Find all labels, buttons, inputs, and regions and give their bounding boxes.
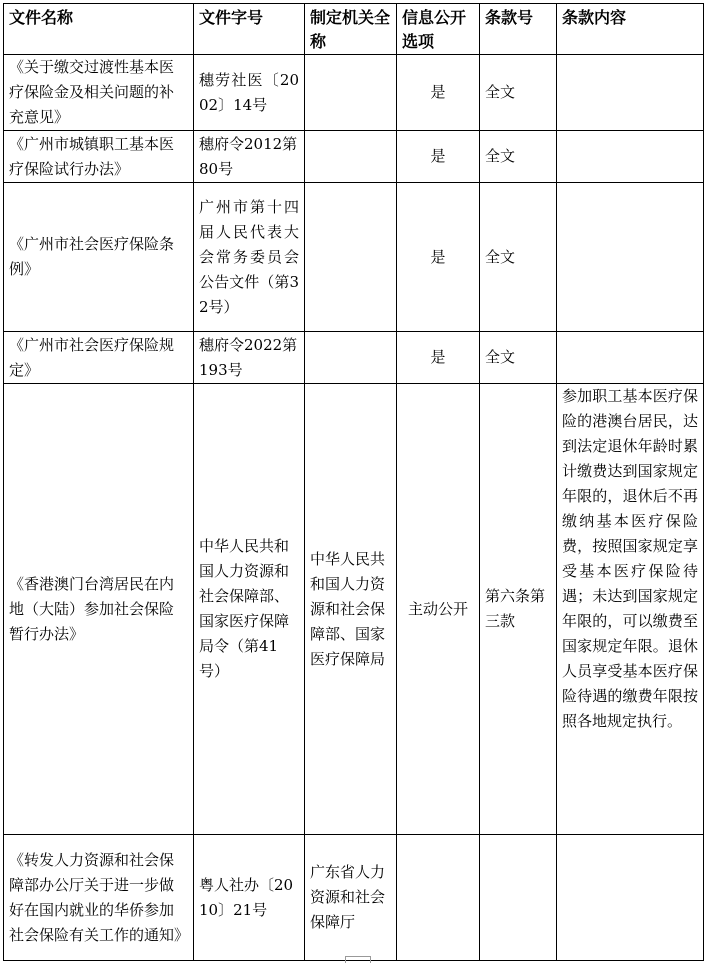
- header-disclosure: 信息公开选项: [397, 4, 480, 55]
- header-file-number: 文件字号: [194, 4, 305, 55]
- file-name-cell: 《转发人力资源和社会保障部办公厅关于进一步做好在国内就业的华侨参加社会保险有关工作的通知》: [4, 835, 194, 961]
- file-number-cell: 中华人民共和国人力资源和社会保障部、国家医疗保障局令（第41号）: [194, 384, 305, 835]
- clause-content-cell: [557, 835, 704, 961]
- header-file-name: 文件名称: [4, 4, 194, 55]
- agency-cell: [305, 332, 397, 384]
- agency-cell: [305, 131, 397, 183]
- agency-cell: 中华人民共和国人力资源和社会保障部、国家医疗保障局: [305, 384, 397, 835]
- file-name-cell: 《香港澳门台湾居民在内地（大陆）参加社会保险暂行办法》: [4, 384, 194, 835]
- clause-content-cell: [557, 332, 704, 384]
- clause-no-cell: 第六条第三款: [480, 384, 557, 835]
- file-number-cell: 粤人社办〔2010〕21号: [194, 835, 305, 961]
- table-row: [4, 183, 704, 332]
- header-clause-no: 条款号: [480, 4, 557, 55]
- agency-cell: [305, 183, 397, 332]
- policy-table: [3, 3, 704, 961]
- table-row: [4, 55, 704, 131]
- clause-no-cell: 全文: [480, 131, 557, 183]
- clause-no-cell: 全文: [480, 183, 557, 332]
- file-name-cell: 《广州市社会医疗保险规定》: [4, 332, 194, 384]
- disclosure-cell: 主动公开: [397, 384, 480, 835]
- agency-cell: [305, 55, 397, 131]
- file-name-cell: 《广州市社会医疗保险条例》: [4, 183, 194, 332]
- table-row: [4, 332, 704, 384]
- agency-cell: 广东省人力资源和社会保障厅: [305, 835, 397, 961]
- clause-no-cell: 全文: [480, 332, 557, 384]
- file-name-cell: 《广州市城镇职工基本医疗保险试行办法》: [4, 131, 194, 183]
- table-row: [4, 131, 704, 183]
- file-number-cell: 穗劳社医〔2002〕14号: [194, 55, 305, 131]
- clause-content-cell: [557, 55, 704, 131]
- clause-content-cell: 参加职工基本医疗保险的港澳台居民，达到法定退休年龄时累计缴费达到国家规定年限的，退休后不再缴纳基本医疗保险费，按照国家规定享受基本医疗保险待遇；未达到国家规定年限的，可以缴费至国家规定年限。退休人员享受基本医疗保险待遇的缴费年限按照各地规定执行。: [557, 384, 704, 835]
- file-number-cell: 穗府令2012第80号: [194, 131, 305, 183]
- header-row: [4, 4, 704, 55]
- header-clause-content: 条款内容: [557, 4, 704, 55]
- table-row: [4, 835, 704, 961]
- file-name-cell: 《关于缴交过渡性基本医疗保险金及相关问题的补充意见》: [4, 55, 194, 131]
- disclosure-cell: 是: [397, 183, 480, 332]
- disclosure-cell: 是: [397, 131, 480, 183]
- clause-no-cell: 全文: [480, 55, 557, 131]
- file-number-cell: 穗府令2022第193号: [194, 332, 305, 384]
- clause-content-cell: [557, 131, 704, 183]
- file-number-cell: 广州市第十四届人民代表大会常务委员会公告文件（第32号）: [194, 183, 305, 332]
- table-row: [4, 384, 704, 835]
- header-agency: 制定机关全称: [305, 4, 397, 55]
- clause-content-cell: [557, 183, 704, 332]
- clause-no-cell: [480, 835, 557, 961]
- disclosure-cell: [397, 835, 480, 961]
- disclosure-cell: 是: [397, 332, 480, 384]
- disclosure-cell: 是: [397, 55, 480, 131]
